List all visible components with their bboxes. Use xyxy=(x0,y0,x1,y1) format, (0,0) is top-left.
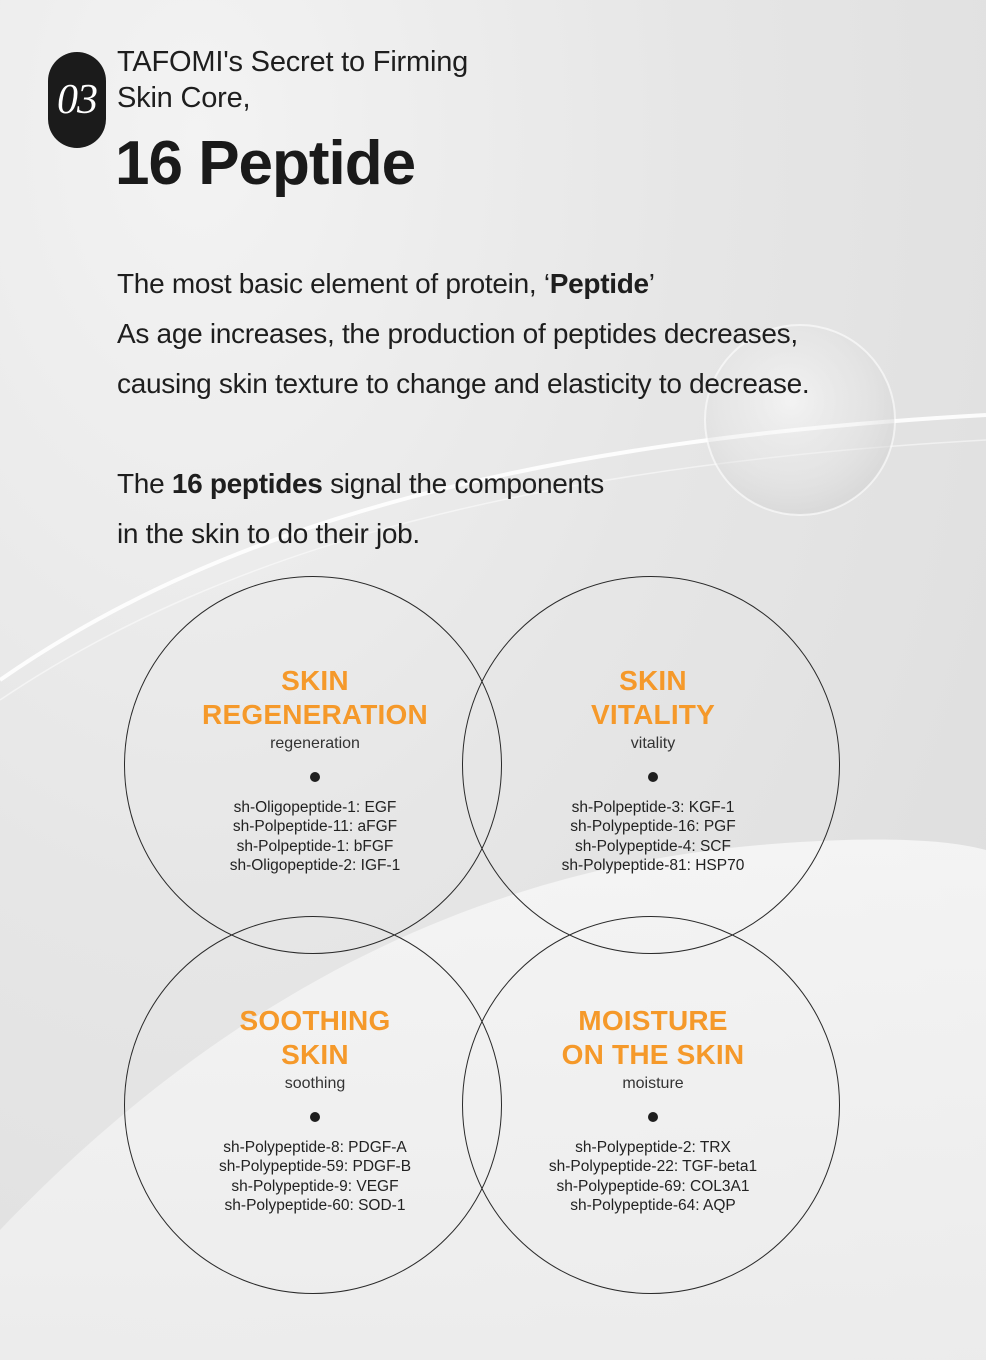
bullet-dot xyxy=(310,772,320,782)
peptide-list xyxy=(503,1138,803,1215)
peptide-item: sh-Polypeptide-81: HSP70 xyxy=(561,856,745,874)
group-moisture-on-the-skin xyxy=(503,1004,803,1215)
peptide-list xyxy=(165,1138,465,1215)
peptide-item: sh-Polypeptide-69: COL3A1 xyxy=(556,1177,750,1195)
bullet-dot xyxy=(310,1112,320,1122)
signal-paragraph xyxy=(117,459,604,559)
kicker-line-2: Skin Core, xyxy=(117,82,251,114)
group-heading: MOISTURE ON THE SKIN xyxy=(561,1005,745,1070)
signal-line-1: The 16 peptides signal the components xyxy=(117,468,604,499)
peptide-item: sh-Oligopeptide-1: EGF xyxy=(233,799,397,816)
intro-paragraph xyxy=(117,259,809,409)
peptide-item: sh-Oligopeptide-2: IGF-1 xyxy=(229,856,401,874)
group-subtitle: soothing xyxy=(284,1075,346,1092)
peptide-item: sh-Polpeptide-3: KGF-1 xyxy=(571,799,735,816)
peptide-list xyxy=(165,798,465,875)
peptide-venn-diagram xyxy=(124,576,844,1296)
peptide-item: sh-Polypeptide-59: PDGF-B xyxy=(218,1158,412,1176)
group-subtitle: moisture xyxy=(622,1075,684,1092)
kicker-line-1: TAFOMI's Secret to Firming xyxy=(117,46,469,78)
section-kicker xyxy=(117,44,468,116)
page-title: 16 Peptide xyxy=(115,129,416,198)
group-subtitle: regeneration xyxy=(270,735,360,752)
section-number-badge: 03 xyxy=(48,52,106,148)
group-heading: SKIN VITALITY xyxy=(591,665,715,730)
group-heading: SOOTHING SKIN xyxy=(239,1005,391,1070)
peptide-item: sh-Polypeptide-16: PGF xyxy=(570,818,736,836)
peptide-item: sh-Polypeptide-9: VEGF xyxy=(231,1177,399,1195)
signal-line-2: in the skin to do their job. xyxy=(117,518,420,549)
intro-line-3: causing skin texture to change and elasticity to decrease. xyxy=(117,368,810,399)
peptide-item: sh-Polypeptide-22: TGF-beta1 xyxy=(548,1158,758,1176)
intro-line-1: The most basic element of protein, ‘Peptide’ xyxy=(117,268,655,299)
peptide-item: sh-Polypeptide-8: PDGF-A xyxy=(223,1139,407,1156)
peptide-item: sh-Polypeptide-4: SCF xyxy=(575,837,731,855)
group-skin-regeneration xyxy=(165,664,465,875)
group-skin-vitality xyxy=(503,664,803,875)
peptide-list xyxy=(503,798,803,875)
intro-line-2: As age increases, the production of peptides decreases, xyxy=(117,318,798,349)
peptide-item: sh-Polypeptide-2: TRX xyxy=(575,1139,731,1156)
peptide-item: sh-Polypeptide-60: SOD-1 xyxy=(224,1196,406,1214)
group-heading: SKIN REGENERATION xyxy=(202,665,428,730)
group-soothing-skin xyxy=(165,1004,465,1215)
peptide-item: sh-Polypeptide-64: AQP xyxy=(570,1196,736,1214)
group-subtitle: vitality xyxy=(630,735,676,752)
bullet-dot xyxy=(648,1112,658,1122)
peptide-item: sh-Polpeptide-11: aFGF xyxy=(232,818,398,836)
peptide-item: sh-Polpeptide-1: bFGF xyxy=(236,837,394,855)
bullet-dot xyxy=(648,772,658,782)
